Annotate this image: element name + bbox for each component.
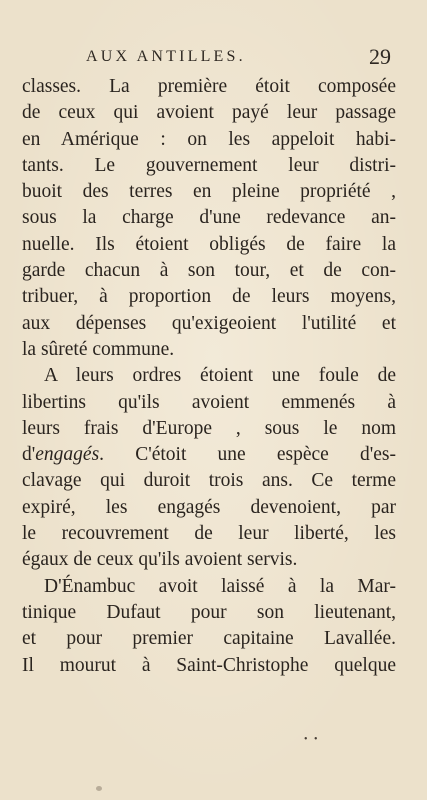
text-line: la sûreté commune.	[22, 338, 175, 360]
text-line: Il mourut à Saint-Christophe quelque	[22, 654, 396, 676]
text-line: le recouvrement de leur liberté, les	[22, 523, 396, 545]
body-text	[22, 74, 396, 679]
text-line: tinique Dufaut pour son lieutenant,	[22, 601, 396, 623]
text-line: D'Énambuc avoit laissé à la Mar-	[44, 575, 396, 597]
text-line: égaux de ceux qu'ils avoient servis.	[22, 549, 298, 571]
page-number: 29	[369, 44, 391, 69]
text-line: leurs frais d'Europe , sous le nom	[22, 417, 396, 439]
ink-smudge	[96, 786, 102, 791]
text-line: buoit des terres en pleine propriété ,	[22, 181, 396, 203]
running-head	[0, 44, 427, 68]
italic-term: engagés	[35, 444, 100, 466]
text-line-mixed	[22, 442, 396, 468]
text-line: nuelle. Ils étoient obligés de faire la	[22, 233, 396, 255]
text-line: clavage qui duroit trois ans. Ce terme	[22, 470, 396, 492]
text-line: A leurs ordres étoient une foule de	[44, 365, 396, 387]
text-line: aux dépenses qu'exigeoient l'utilité et	[22, 312, 396, 334]
text-line: sous la charge d'une redevance an-	[22, 207, 396, 229]
running-title: AUX ANTILLES.	[86, 48, 246, 65]
text-line: et pour premier capitaine Lavallée.	[22, 628, 396, 650]
text-line: tants. Le gouvernement leur distri-	[22, 154, 396, 176]
signature-mark: • •	[304, 734, 320, 745]
text-line: classes. La première étoit composée	[22, 76, 396, 97]
text-line: libertins qu'ils avoient emmenés à	[22, 391, 396, 413]
text-fragment: . C'étoit une espèce d'es-	[99, 444, 396, 466]
text-fragment: d'	[22, 444, 36, 466]
text-line: garde chacun à son tour, et de con-	[22, 260, 396, 282]
text-line: tribuer, à proportion de leurs moyens,	[22, 286, 396, 308]
text-line: expiré, les engagés devenoient, par	[22, 496, 396, 518]
text-line: de ceux qui avoient payé leur passage	[22, 102, 396, 124]
text-line: en Amérique : on les appeloit habi-	[22, 128, 396, 150]
